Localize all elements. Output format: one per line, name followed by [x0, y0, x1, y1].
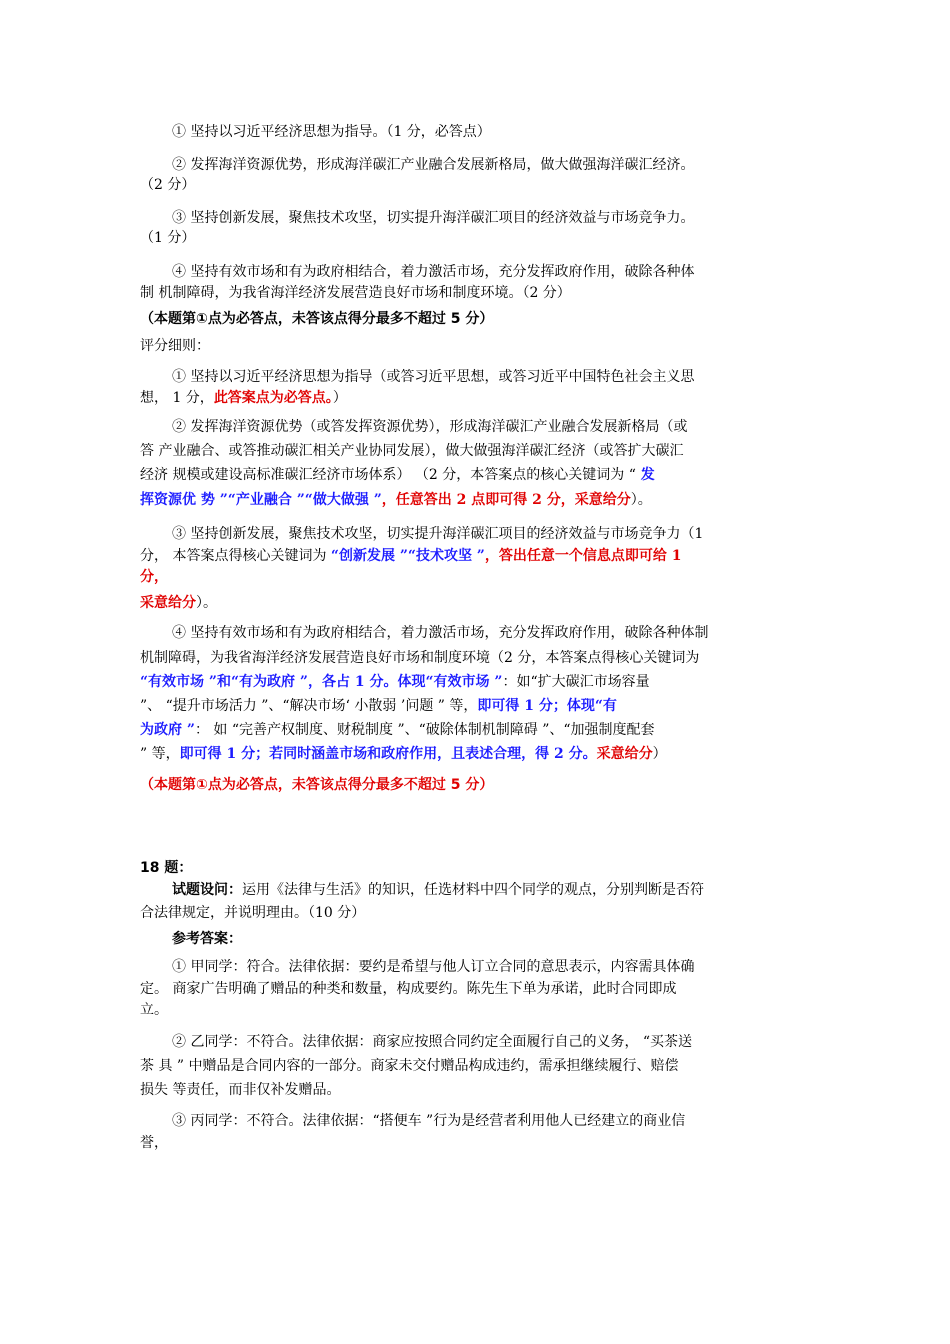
q18-answer-3-line1: ③ 丙同学：不符合。法律依据：“搭便车 ”行为是经营者利用他人已经建立的商业信 [172, 1113, 686, 1129]
rubric-2-line2: 答 产业融合、或答推动碳汇相关产业协同发展），做大做强海洋碳汇经济（或答扩大碳汇 [140, 443, 684, 459]
rubric-3-line2 [140, 547, 682, 565]
rubric-4-market-examples-cont: ”、 “提升市场活力 ”、“解决市场‘ 小散弱 ’问题 ” 等， [140, 698, 478, 714]
rubric-4-combined-score: 即可得 1 分；若同时涵盖市场和政府作用，且表述合理，得 2 分。 [179, 746, 597, 762]
rubric-4-line3 [140, 673, 650, 691]
rubric-4-line1: ④ 坚持有效市场和有为政府相结合，着力激活市场，充分发挥政府作用，破除各种体制 [172, 625, 709, 641]
rubric-3-line1: ③ 坚持创新发展，聚焦技术攻坚，切实提升海洋碳汇项目的经济效益与市场竞争力（1 [172, 526, 704, 542]
q18-answer-1-line3: 立。 [140, 1002, 168, 1018]
q18-answer-1-line1: ① 甲同学：符合。法律依据：要约是希望与他人订立合同的意思表示，内容需具体确 [172, 959, 695, 975]
q18-answer-2-line1: ② 乙同学：不符合。法律依据：商家应按照合同约定全面履行自己的义务， “买茶送 [172, 1034, 693, 1050]
rubric-1-text: 想， 1 分， [140, 390, 214, 406]
answer-point-4-line1: ④ 坚持有效市场和有为政府相结合，着力激活市场，充分发挥政府作用，破除各种体 [172, 264, 695, 280]
rubric-2-line1: ② 发挥海洋资源优势（或答发挥资源优势），形成海洋碳汇产业融合发展新格局（或 [172, 419, 688, 435]
answer-point-4-line2: 制 机制障碍，为我省海洋经济发展营造良好市场和制度环境。（2 分） [140, 285, 571, 301]
rubric-4-market-score: 即可得 1 分；体现“有 [477, 698, 617, 714]
rubric-1-end: ） [332, 390, 347, 406]
q18-answer-3-line2: 誉， [140, 1135, 168, 1151]
rubric-4-adopt: 采意给分 [596, 746, 653, 762]
rubric-3-scoring: ，答出任意一个信息点即可给 1 [484, 548, 682, 564]
answer-point-2-line2: （2 分） [140, 177, 196, 193]
reference-answer-label: 参考答案： [172, 931, 242, 947]
answer-point-2-line1: ② 发挥海洋资源优势，形成海洋碳汇产业融合发展新格局，做大做强海洋碳汇经济。 [172, 157, 695, 173]
rubric-4-line6 [140, 745, 667, 763]
rubric-4-keywords: “有效市场 ”和“有为政府 ” [140, 674, 308, 690]
rubric-2-scoring: ，任意答出 2 点即可得 2 分，采意给分 [381, 492, 631, 508]
rubric-4-end: ） [652, 746, 667, 762]
required-point-note: （本题第①点为必答点，未答该点得分最多不超过 5 分） [140, 311, 494, 327]
rubric-1-line1: ① 坚持以习近平经济思想为指导（或答习近平思想，或答习近平中国特色社会主义思 [172, 369, 695, 385]
question-18-ask-line1 [172, 881, 704, 899]
question-18-ask-line2: 合法律规定，并说明理由。（10 分） [140, 905, 366, 921]
rubric-4-etc: ” 等， [140, 746, 180, 762]
rubric-3-line4 [140, 594, 217, 612]
rubric-3-keywords: “创新发展 ”“技术攻坚 ” [330, 548, 485, 564]
rubric-2-line3 [140, 466, 655, 484]
rubric-4-line4 [140, 697, 617, 715]
rubric-3-line3: 分， [140, 569, 168, 585]
rubric-4-government: 为政府 ” [140, 722, 195, 738]
rubric-2-keywords: 挥资源优 势 ”“产业融合 ”“做大做强 ” [140, 492, 382, 508]
rubric-2-end: ）。 [630, 492, 652, 508]
question-ask-label: 试题设问： [172, 882, 242, 898]
question-ask-text: 运用《法律与生活》的知识，任选材料中四个同学的观点，分别判断是否符 [242, 882, 704, 898]
rubric-4-market: 体现“有效市场 ” [397, 674, 503, 690]
rubric-4-government-examples: ： 如 “完善产权制度、财税制度 ”、“破除体制机制障碍 ”、“加强制度配套 [194, 722, 655, 738]
answer-point-1: ① 坚持以习近平经济思想为指导。（1 分，必答点） [172, 124, 491, 140]
rubric-3-end: ）。 [196, 595, 217, 611]
rubric-required-note: （本题第①点为必答点，未答该点得分最多不超过 5 分） [140, 777, 494, 793]
rubric-heading: 评分细则： [140, 338, 210, 354]
rubric-2-text: 经济 规模或建设高标准碳汇经济市场体系） （2 分，本答案点的核心关键词为 “ [140, 467, 636, 483]
rubric-3-text: 分， 本答案点得核心关键词为 [140, 548, 331, 564]
rubric-4-line2: 机制障碍，为我省海洋经济发展营造良好市场和制度环境（2 分，本答案点得核心关键词为 [140, 650, 700, 666]
q18-answer-2-line2: 茶 具 ” 中赠品是合同内容的一部分。商家未交付赠品构成违约，需承担继续履行、赔偿 [140, 1058, 679, 1074]
rubric-4-market-examples: ：如“扩大碳汇市场容量 [502, 674, 650, 690]
rubric-4-line5 [140, 721, 655, 739]
rubric-3-adopt: 采意给分 [140, 595, 196, 611]
rubric-4-each-point: ，各占 1 分。 [307, 674, 398, 690]
q18-answer-2-line3: 损失 等责任，而非仅补发赠品。 [140, 1082, 341, 1098]
q18-answer-1-line2: 定。 商家广告明确了赠品的种类和数量，构成要约。陈先生下单为承诺，此时合同即成 [140, 981, 677, 997]
answer-point-3-line2: （1 分） [140, 230, 196, 246]
rubric-2-line4 [140, 491, 652, 509]
rubric-2-keyword-start: 发 [635, 467, 655, 483]
answer-point-3-line1: ③ 坚持创新发展，聚焦技术攻坚，切实提升海洋碳汇项目的经济效益与市场竞争力。 [172, 210, 695, 226]
rubric-1-line2 [140, 389, 347, 407]
question-18-title: 18 题： [140, 860, 193, 876]
rubric-1-required: 此答案点为必答点。 [213, 390, 333, 406]
